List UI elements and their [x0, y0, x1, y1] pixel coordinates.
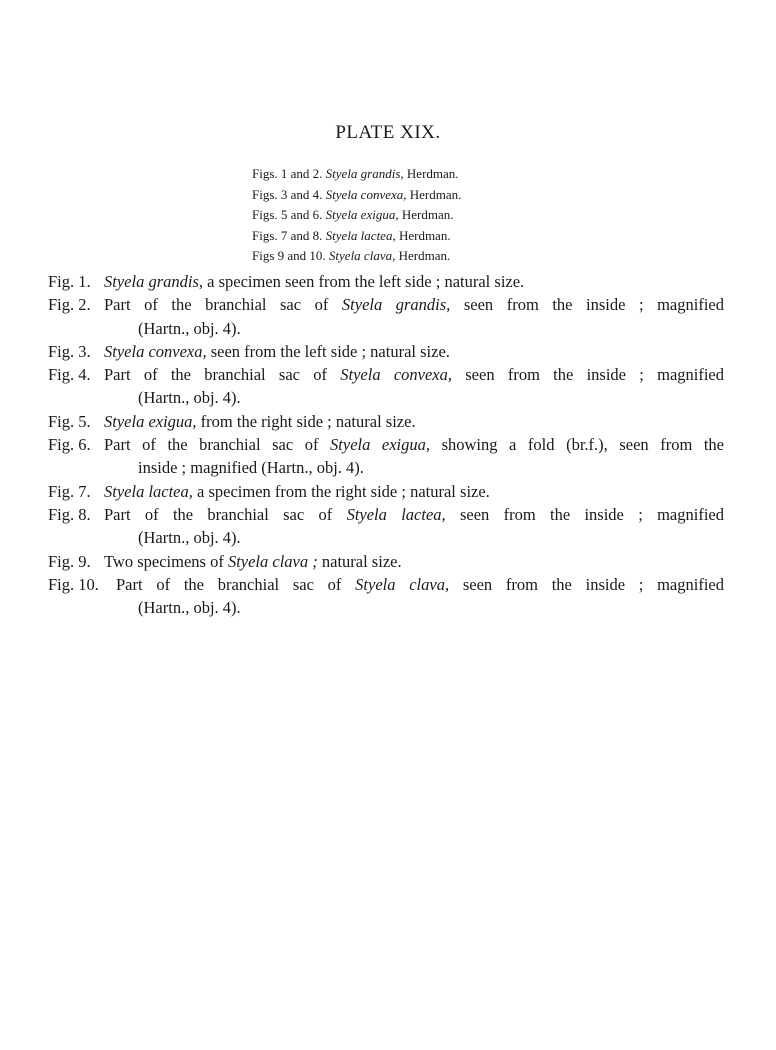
caption-text: Two specimens of Styela clava ; natural size.: [104, 551, 402, 571]
figure-index: [252, 164, 582, 267]
caption-label: Fig. 8.: [48, 504, 91, 524]
index-author: Herdman.: [398, 248, 451, 263]
caption-text: Styela grandis, a specimen seen from the left side ; natural size.: [104, 272, 525, 291]
caption-continuation: (Hartn., obj. 4).: [138, 318, 241, 338]
caption-fig-7: [48, 480, 724, 503]
caption-species: Styela exigua,: [104, 411, 197, 431]
figure-captions: [48, 270, 724, 619]
caption-species: Styela exigua,: [330, 435, 431, 455]
index-figs: Figs. 5 and 6.: [252, 207, 323, 222]
index-author: Herdman.: [398, 227, 451, 243]
caption-label: Fig. 7.: [48, 481, 91, 501]
caption-label: Fig. 9.: [48, 551, 91, 571]
caption-fig-10: [48, 573, 724, 620]
caption-species: Styela lactea,: [346, 504, 446, 524]
index-species: Styela convexa,: [325, 186, 407, 202]
caption-species: Styela convexa,: [104, 341, 207, 361]
caption-text: Styela lactea, a specimen from the right side ; natural size.: [104, 481, 490, 501]
caption-species: Styela clava,: [355, 574, 450, 594]
index-author: Herdman.: [401, 207, 454, 222]
caption-species: Styela grandis,: [341, 295, 451, 315]
caption-species: Styela grandis,: [104, 272, 203, 291]
caption-fig-5: [48, 410, 724, 433]
caption-species: Styela convexa,: [340, 365, 452, 385]
caption-fig-8: [48, 503, 724, 550]
index-row: [252, 185, 582, 206]
caption-label: Fig. 10.: [48, 574, 99, 594]
index-species: Styela clava,: [328, 248, 396, 263]
caption-text: Styela convexa, seen from the left side ; natural size.: [104, 341, 450, 361]
caption-fig-3: [48, 340, 724, 363]
caption-continuation: (Hartn., obj. 4).: [138, 388, 241, 408]
plate-title: PLATE XIX.: [335, 122, 441, 143]
caption-text: Styela exigua, from the right side ; natural size.: [104, 411, 416, 431]
index-author: Herdman.: [406, 166, 459, 181]
caption-label: Fig. 2.: [48, 295, 91, 315]
index-author: Herdman.: [409, 186, 462, 202]
caption-text: Part of the branchial sac of Styela clava, seen from the inside ; magnified: [116, 574, 724, 594]
caption-species: Styela lactea,: [104, 481, 193, 501]
caption-fig-1: [48, 270, 724, 293]
index-species: Styela exigua,: [325, 207, 399, 222]
caption-fig-2: [48, 293, 724, 340]
index-row: [252, 226, 582, 247]
caption-label: Fig. 1.: [48, 272, 91, 291]
caption-species: Styela clava ;: [227, 551, 318, 571]
caption-fig-4: [48, 363, 724, 410]
caption-label: Fig. 6.: [48, 435, 91, 455]
caption-text: Part of the branchial sac of Styela lactea, seen from the inside ; magnified: [104, 504, 724, 524]
index-figs: Figs 9 and 10.: [252, 248, 326, 263]
index-row: [252, 164, 582, 185]
index-figs: Figs. 7 and 8.: [252, 227, 323, 243]
index-figs: Figs. 3 and 4.: [252, 186, 323, 202]
caption-label: Fig. 5.: [48, 411, 91, 431]
caption-label: Fig. 3.: [48, 341, 91, 361]
index-figs: Figs. 1 and 2.: [252, 166, 323, 181]
caption-text: Part of the branchial sac of Styela grandis, seen from the inside ; magnified: [104, 295, 724, 315]
caption-continuation: (Hartn., obj. 4).: [138, 598, 241, 618]
caption-continuation: inside ; magnified (Hartn., obj. 4).: [138, 458, 364, 478]
index-row: [252, 246, 582, 267]
caption-text: Part of the branchial sac of Styela convexa, seen from the inside ; magnified: [104, 365, 724, 385]
caption-label: Fig. 4.: [48, 365, 91, 385]
index-species: Styela lactea,: [325, 227, 396, 243]
caption-fig-6: [48, 433, 724, 480]
caption-fig-9: [48, 550, 724, 573]
caption-text: Part of the branchial sac of Styela exigua, showing a fold (br.f.), seen from the: [104, 435, 724, 455]
caption-continuation: (Hartn., obj. 4).: [138, 528, 241, 548]
index-species: Styela grandis,: [325, 166, 404, 181]
index-row: [252, 205, 582, 226]
